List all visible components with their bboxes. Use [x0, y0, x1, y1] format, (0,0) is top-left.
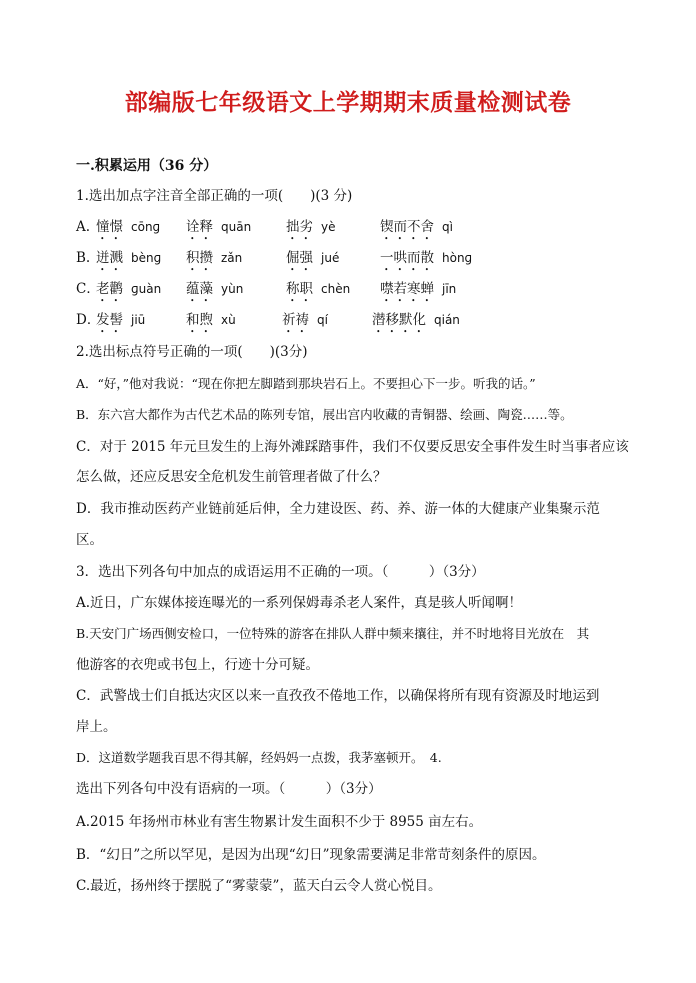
- word: 老鹳: [96, 281, 123, 297]
- q2-option-a: A．“好，”他对我说：“现在你把左脚踏到那块岩石上。不要担心下一步。听我的话。”: [76, 376, 536, 391]
- pinyin: yùn: [221, 282, 244, 296]
- word: 迸溅: [96, 250, 123, 266]
- pinyin: cōnɡ: [131, 220, 161, 234]
- option-item: [96, 217, 160, 243]
- word: 称职: [286, 281, 313, 297]
- q4-option-a: A.2015 年扬州市林业有害生物累计发生面积不少于 8955 亩左右。: [76, 814, 483, 830]
- option-item: [286, 279, 350, 305]
- pinyin: xù: [221, 313, 236, 327]
- word: 发髻: [96, 312, 123, 328]
- q2-option-d-line2: 区。: [76, 532, 103, 548]
- pinyin: quān: [221, 220, 252, 234]
- page-title: 部编版七年级语文上学期期末质量检测试卷: [124, 90, 572, 116]
- word: 蕴藻: [186, 281, 213, 297]
- option-label: B.: [76, 250, 91, 266]
- option-item: [186, 310, 236, 336]
- q1-stem: 1.选出加点字注音全部正确的一项( )(3 分): [76, 188, 353, 204]
- q2-option-c-line1: C．对于 2015 年元旦发生的上海外滩踩踏事件，我们不仅要反思安全事件发生时当事者应该: [76, 439, 629, 455]
- word: 憧憬: [96, 219, 123, 235]
- q3-option-c-line2: 岸上。: [76, 719, 117, 735]
- pinyin: yè: [321, 220, 336, 234]
- q4-option-c: C.最近，扬州终于摆脱了“雾蒙蒙”，蓝天白云令人赏心悦目。: [76, 878, 442, 894]
- pinyin: qián: [434, 313, 460, 327]
- word: 潜移默化: [372, 312, 426, 328]
- pinyin: qí: [317, 313, 328, 327]
- word: 倔强: [286, 250, 313, 266]
- word: 噤若寒蝉: [380, 281, 434, 297]
- word: 和煦: [186, 312, 213, 328]
- option-item: [96, 248, 161, 274]
- pinyin: jué: [321, 251, 340, 265]
- q2-option-b: B．东六宫大都作为古代艺术品的陈列专馆，展出宫内收藏的青铜器、绘画、陶瓷……等。: [76, 407, 573, 422]
- pinyin: bènɡ: [131, 251, 162, 265]
- pinyin: ɡuàn: [131, 282, 162, 296]
- option-label: D．: [76, 312, 101, 328]
- option-item: [186, 248, 242, 274]
- q4-stem: 选出下列各句中没有语病的一项。（ ）（3分）: [76, 781, 382, 797]
- option-item: [282, 310, 328, 336]
- option-label: A.: [76, 219, 91, 235]
- q2-option-c-line2: 怎么做，还应反思安全危机发生前管理者做了什么？: [76, 469, 387, 485]
- q3-option-d: D．这道数学题我百思不得其解，经妈妈一点拨，我茅塞顿开。 4.: [76, 750, 442, 765]
- q2-stem: 2.选出标点符号正确的一项( )(3分): [76, 344, 308, 360]
- word: 锲而不舍: [380, 219, 434, 235]
- q3-option-b-line2: 他游客的衣兜或书包上，行迹十分可疑。: [76, 657, 319, 673]
- word: 积攒: [186, 250, 213, 266]
- option-item: [96, 279, 161, 305]
- pinyin: qì: [442, 220, 453, 234]
- q3-stem: 3．选出下列各句中加点的成语运用不正确的一项。（ ）（3分）: [76, 564, 485, 580]
- pinyin: jīn: [442, 282, 457, 296]
- option-item: [380, 217, 453, 243]
- word: 诠释: [186, 219, 213, 235]
- word: 祈祷: [282, 312, 309, 328]
- pinyin: zǎn: [221, 251, 243, 265]
- option-item: [380, 248, 472, 274]
- q3-option-b-line1: B.天安门广场西侧安检口，一位特殊的游客在排队人群中频来攘往，并不时地将目光放在 其: [76, 626, 590, 641]
- q2-option-d-line1: D．我市推动医药产业链前延后伸，全力建设医、药、养、游一体的大健康产业集聚示范: [76, 501, 600, 517]
- option-item: [286, 248, 339, 274]
- q3-option-a: A.近日，广东媒体接连曝光的一系列保姆毒杀老人案件，真是骇人听闻啊！: [76, 595, 523, 611]
- option-item: [186, 217, 251, 243]
- q4-option-b: B．“幻日”之所以罕见，是因为出现“幻日”现象需要满足非常苛刻条件的原因。: [76, 847, 546, 863]
- pinyin: chèn: [321, 282, 351, 296]
- option-item: [96, 310, 145, 336]
- option-item: [372, 310, 460, 336]
- option-item: [286, 217, 335, 243]
- option-item: [380, 279, 456, 305]
- pinyin: jiū: [131, 313, 146, 327]
- word: 一哄而散: [380, 250, 434, 266]
- section-heading: 一.积累运用（36 分）: [76, 158, 218, 174]
- option-label: C．: [76, 281, 100, 297]
- q3-option-c-line1: C．武警战士们自抵达灾区以来一直孜孜不倦地工作，以确保将所有现有资源及时地运到: [76, 688, 600, 704]
- option-item: [186, 279, 243, 305]
- word: 拙劣: [286, 219, 313, 235]
- pinyin: hònɡ: [442, 251, 473, 265]
